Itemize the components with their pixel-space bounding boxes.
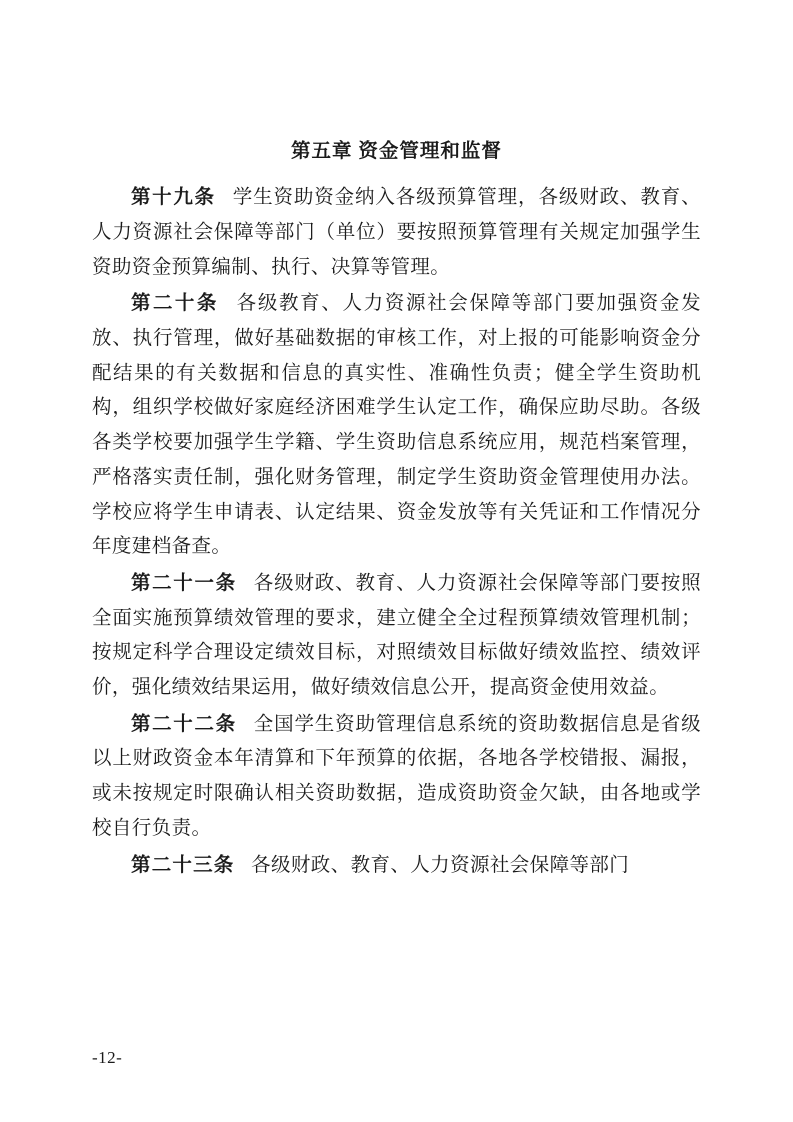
article-lead: 第二十一条 xyxy=(131,572,237,594)
article-paragraph xyxy=(92,181,701,285)
article-paragraph xyxy=(92,287,701,565)
article-body: 各级财政、教育、人力资源社会保障等部门 xyxy=(251,854,630,876)
article-body: 各级教育、人力资源社会保障等部门要加强资金发放、执行管理，做好基础数据的审核工作，对上报的可能影响资金分配结果的有关数据和信息的真实性、准确性负责；健全学生资助机构，组织学校做好家庭经济困难学生认定工作，确保应助尽助。各级各类学校要加强学生学籍、学生资助信息系统应用，规范档案管理，严格落实责任制，强化财务管理，制定学生资助资金管理使用办法。学校应将学生申请表、认定结果、资金发放等有关凭证和工作情况分年度建档备查。 xyxy=(92,293,701,558)
article-body: 各级财政、教育、人力资源社会保障等部门要按照全面实施预算绩效管理的要求，建立健全全过程预算绩效管理机制；按规定科学合理设定绩效目标，对照绩效目标做好绩效监控、绩效评价，强化绩效结果运用，做好绩效信息公开，提高资金使用效益。 xyxy=(92,572,701,699)
chapter-title: 第五章 资金管理和监督 xyxy=(291,141,502,162)
article-lead: 第十九条 xyxy=(131,187,216,209)
article-paragraph xyxy=(92,849,701,884)
article-paragraph xyxy=(92,708,701,847)
article-body: 全国学生资助管理信息系统的资助数据信息是省级以上财政资金本年清算和下年预算的依据，各地各学校错报、漏报，或未按规定时限确认相关资助数据，造成资助资金欠缺，由各地或学校自行负责。 xyxy=(92,713,701,839)
article-lead: 第二十二条 xyxy=(131,713,237,735)
page-number: -12- xyxy=(92,1048,123,1067)
article-lead: 第二十三条 xyxy=(131,854,235,876)
article-paragraph xyxy=(92,567,701,706)
article-body: 学生资助资金纳入各级预算管理，各级财政、教育、人力资源社会保障等部门（单位）要按照预算管理有关规定加强学生资助资金预算编制、执行、决算等管理。 xyxy=(92,187,701,278)
article-lead: 第二十条 xyxy=(131,293,219,315)
